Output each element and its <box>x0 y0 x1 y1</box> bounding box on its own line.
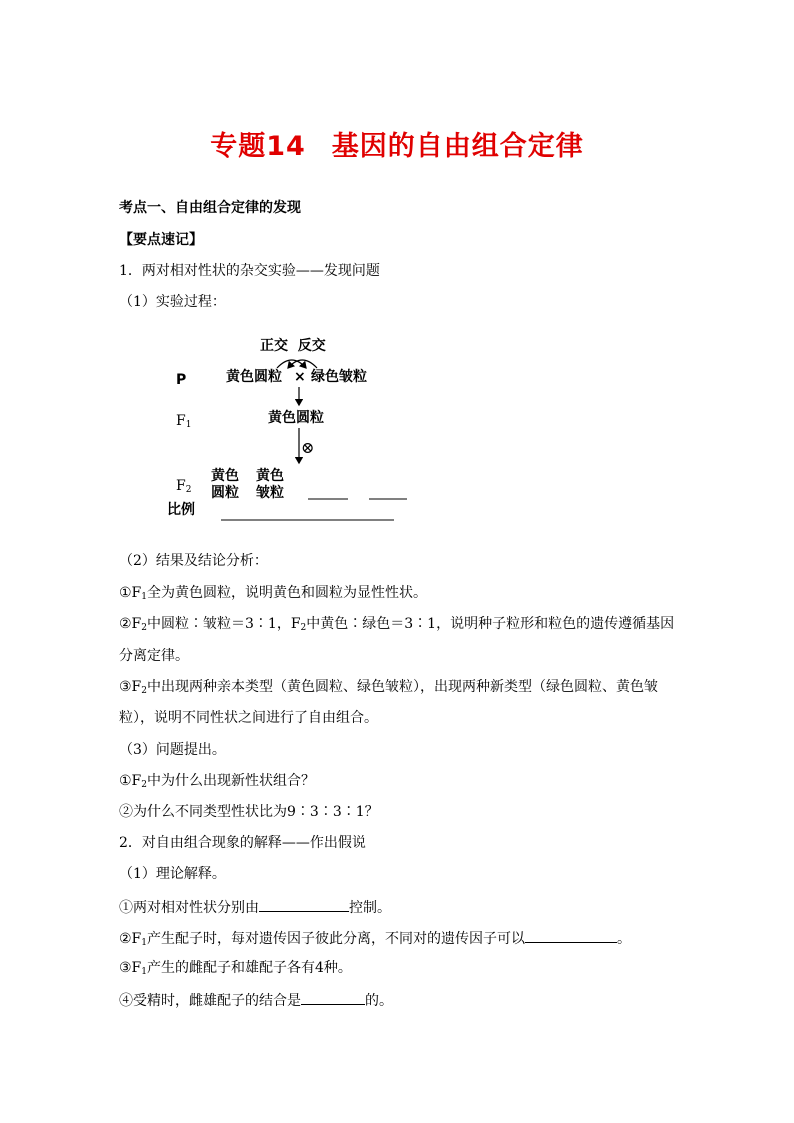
item-1-heading: 1．两对相对性状的杂交实验——发现问题 <box>119 263 380 279</box>
p-left-parent: 黄色圆粒 <box>226 369 282 385</box>
f2-col2-line1: 黄色 <box>256 468 284 484</box>
item-2-heading: 2．对自由组合现象的解释——作出假说 <box>119 835 366 851</box>
f2-col1-line2: 圆粒 <box>211 485 239 501</box>
question-1: $①F_2$中为什么出现新性状组合？ <box>119 773 315 790</box>
section-heading: 考点一、自由组合定律的发现 <box>119 200 301 216</box>
fill-blank[interactable] <box>259 897 349 912</box>
theory-3: $③F_1$产生的雌配子和雄配子各有4种。 <box>119 960 352 977</box>
key-points-tag: 【要点速记】 <box>119 232 203 248</box>
result-2: $②F_2$中圆粒∶皱粒＝3∶1，$F_2$中黄色∶绿色＝3∶1，说明种子粒形和粒色的遗传遵循基因 <box>119 616 675 633</box>
result-3: $③F_2$中出现两种亲本类型（黄色圆粒、绿色皱粒），出现两种新类型（绿色圆粒、黄色皱 <box>119 679 658 696</box>
question-2: ②为什么不同类型性状比为9∶3∶3∶1？ <box>119 804 379 820</box>
result-3-cont: 粒），说明不同性状之间进行了自由组合。 <box>119 710 378 726</box>
f1-value: 黄色圆粒 <box>268 410 324 426</box>
f2-col1-line1: 黄色 <box>211 468 239 484</box>
p-cross-symbol: × <box>294 369 306 385</box>
fill-blank[interactable] <box>301 990 365 1005</box>
item-1-2: （2）结果及结论分析： <box>119 553 268 569</box>
item-2-1: （1）理论解释。 <box>119 866 226 882</box>
theory-4: ④受精时，雌雄配子的结合是 的。 <box>119 990 393 1010</box>
ratio-label: 比例 <box>167 502 195 518</box>
result-1: $①F_1$全为黄色圆粒，说明黄色和圆粒为显性性状。 <box>119 585 427 602</box>
theory-1: ①两对相对性状分别由 控制。 <box>119 897 391 917</box>
p-right-parent: 绿色皱粒 <box>311 369 367 385</box>
p-label: P <box>176 372 187 388</box>
theory-2: $②F_1$产生配子时，每对遗传因子彼此分离，不同对的遗传因子可以 。 <box>119 928 631 952</box>
fill-blank[interactable] <box>525 928 617 943</box>
item-1-1: （1）实验过程： <box>119 294 226 310</box>
f2-col2-line2: 皱粒 <box>256 485 284 501</box>
f1-label: $F_1$ <box>176 413 192 430</box>
self-cross-symbol: ⊗ <box>301 438 315 457</box>
item-1-3: （3）问题提出。 <box>119 742 226 758</box>
cross-labels: 正交 反交 <box>260 338 326 354</box>
result-2-cont: 分离定律。 <box>119 648 189 664</box>
page-title: 专题14 基因的自由组合定律 <box>210 131 584 162</box>
f2-label: $F_2$ <box>176 478 192 495</box>
